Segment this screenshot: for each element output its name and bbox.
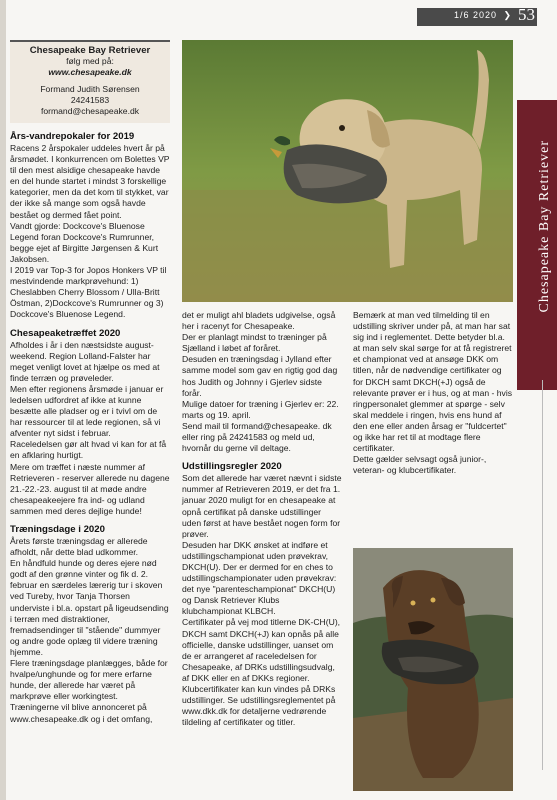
- photo-dog-retrieving-duck: [182, 40, 513, 302]
- section-tab-label: Chesapeake Bay Retriever: [537, 140, 552, 313]
- page-number: 53: [518, 5, 535, 24]
- page-binding: [0, 0, 6, 800]
- chevron-right-icon: ❯: [503, 10, 511, 20]
- paragraph: En håndfuld hunde og deres ejere nød godt af den grønne vinter og fik d. 2. februar en særdeles lærerig tur i skoven ved Tureby, hvor Tanja Thorsen underviste i bl.a. opstart på ligeudsending i terræn med distraktioner, fremadsendinger til "stående" dummyer og andre gode oplæg til videre træning hjemme.: [10, 558, 169, 657]
- paragraph: Raceledelsen gør alt hvad vi kan for at få en afklaring hurtigt.: [10, 439, 167, 461]
- paragraph: Afholdes i år i den næstsidste august-weekend. Region Lolland-Falster har meget venligt lovet at hjælpe os med at finde terræn og prøveleder.: [10, 339, 160, 383]
- margin-rule: [542, 380, 543, 770]
- paragraph: Mere om træffet i næste nummer af Retrieveren - reserver allerede nu dagene 21.-22.-23. august til at møde andre chesapeakeejere fra ind- og udland sammen med deres dejlige hunde!: [10, 461, 170, 516]
- paragraph: Desuden har DKK ønsket at indføre et udstillingschampionat uden prøvekrav, DKCH(U). Der er dermed for en ches to udstillingschampionater uden prøvekrav: det nye "parenteschampionat" DKCH(U) og Dansk Retriever Klubs klubchampionat KLBCH.: [182, 539, 337, 617]
- issue-label: 1/6 2020: [453, 10, 497, 20]
- contact-email-link[interactable]: formand@chesapeake.dk: [40, 106, 140, 116]
- contact-box: [10, 40, 170, 123]
- paragraph: det er muligt ahl bladets udgivelse, også her i racenyt for Chesapeake.: [182, 310, 336, 332]
- heading-trophies: Års-vandrepokaler for 2019: [10, 131, 135, 142]
- paragraph: Dette gælder selvsagt også junior-, veteran- og klubcertifikater.: [353, 454, 487, 476]
- brown-dog-illustration: [353, 548, 513, 791]
- column-2: [182, 310, 342, 728]
- paragraph: I 2019 var Top-3 for Jopos Honkers VP til mestvindende markprøvehund: 1) Cheslabben Cherry Blossom / Ulla-Britt Östman, 2)Dockcove's Rumrunner og 3) Dockcove's Bluenose Legend.: [10, 265, 167, 320]
- paragraph: Klubcertifikater kan kun vindes på DRKs udstillinger. Se udstillingsreglementet på www.dkk.dk for detaljerne vedrørende tildeling af certifikater og titler.: [182, 684, 336, 728]
- paragraph: Desuden en træningsdag i Jylland efter samme model som gav en rigtig god dag hos Judith og Johnny i Gjerlev sidste forår.: [182, 354, 338, 398]
- paragraph: Vandt gjorde: Dockcove's Bluenose Legend foran Dockcove's Rumrunner, begge ejet af Birgitte Jørgensen & Kurt Jakobsen.: [10, 220, 159, 264]
- contact-phone: 24241583: [70, 95, 110, 105]
- paragraph: Racens 2 årspokaler uddeles hvert år på årsmødet. I konkurrencen om Bolettes VP til den mest alsidige chesapeake havde en del hunde startet i mindst 3 forskellige kategorier, men da det kom til stykket, var der ikke så mange som også havde bestået og dermed fået point.: [10, 143, 170, 220]
- paragraph: Årets første træningsdag er allerede afholdt, når dette blad udkommer.: [10, 536, 148, 558]
- paragraph: Bemærk at man ved tilmelding til en udstilling skriver under på, at man har sat sig ind i reglementet. Dette betyder bl.a. at man selv skal sørge for at få registreret et championat ved at ansøge DKK om titlen, når de nødvendige certifikater og for DKCH samt DKCH(+J) også de relevante prøver er i hus, og at man - hvis ringpersonalet glemmer at spørge - selv skal meddele i ringen, hvis ens hund af den ene eller anden årsag er "fuldcertet" og ikke har ret til at modtage flere certifikater.: [353, 310, 513, 454]
- contact-title: Chesapeake Bay Retriever: [29, 45, 151, 56]
- paragraph: Certifikater på vej mod titlerne DK-CH(U), DKCH samt DKCH(+J) kan opnås på alle officielle, danske udstillinger, uanset om de er arrangeret af raceledelsen for Chesapeake, af DRKs udstillingsudvalg, af DKK eller en af DKKs regioner.: [182, 617, 341, 683]
- heading-training: Træningsdage i 2020: [10, 524, 105, 535]
- column-1: [10, 40, 170, 725]
- dog-duck-illustration: [182, 40, 513, 302]
- column-3: [353, 310, 513, 476]
- heading-meeting: Chesapeaketræffet 2020: [10, 327, 121, 339]
- paragraph: Send mail til formand@chesapeake. dk eller ring på 24241583 og meld ud, hvornår du gerne vil deltage.: [182, 420, 332, 454]
- paragraph: Men efter regionens årsmøde i januar er ledelsen udfordret af ikke at kunne besætte alle pladser og er i tvivl om de har ressourcer til at lede regionen, så vi afventer nyt sidst i februar.: [10, 383, 164, 439]
- paragraph: Flere træningsdage planlægges, både for hvalpe/unghunde og for mere erfarne hunde, der allerede har været på markprøve eller workingtest.: [10, 658, 168, 702]
- photo-brown-dog-with-bird: [353, 548, 513, 791]
- heading-show-rules: Udstillingsregler 2020: [182, 461, 282, 473]
- paragraph: Som det allerede har været nævnt i sidste nummer af Retrieveren 2019, er det fra 1. januar 2020 muligt for en chesapeake at opnå certifikat på danske udstillinger uden først at have bestået nogen form for prøver.: [182, 473, 342, 539]
- contact-chair: Formand Judith Sørensen: [40, 84, 140, 94]
- paragraph: Træningerne vil blive annonceret på www.chesapeake.dk og i det omfang,: [10, 702, 153, 724]
- paragraph: Der er planlagt mindst to træninger på Sjælland i løbet af foråret.: [182, 332, 327, 354]
- paragraph: Mulige datoer for træning i Gjerlev er: 22. marts og 19. april.: [182, 398, 339, 420]
- contact-website-link[interactable]: www.chesapeake.dk: [48, 67, 132, 77]
- contact-follow: følg med på:: [66, 56, 114, 66]
